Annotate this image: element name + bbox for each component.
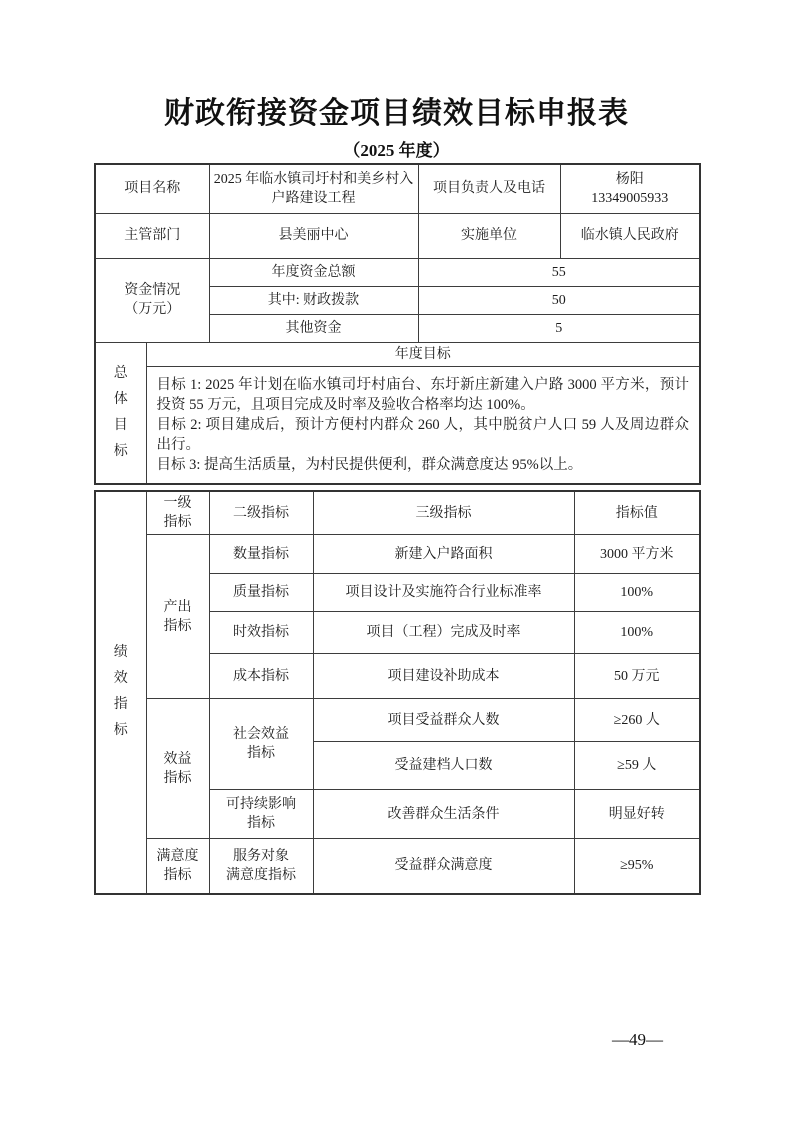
indicator-4-name: 项目建设补助成本 (313, 654, 574, 699)
indicator-4-value: 50 万元 (574, 654, 700, 699)
funding-label-line2: （万元） (124, 302, 181, 317)
annual-goals-cell (146, 366, 700, 484)
indicator-8-value: ≥95% (574, 839, 700, 894)
indicator-7-value: 明显好转 (574, 790, 700, 839)
group-output-line1: 产出 (163, 599, 192, 615)
funding-label (95, 258, 209, 342)
funding-fiscal-value: 50 (418, 286, 700, 314)
performance-table (94, 490, 701, 895)
sub-service (209, 839, 313, 894)
indicator-3-name: 项目（工程）完成及时率 (313, 612, 574, 654)
header-level1 (146, 491, 209, 535)
indicator-1-name: 新建入户路面积 (313, 535, 574, 574)
manager-name: 杨阳 (615, 171, 644, 187)
project-name-label: 项目名称 (95, 164, 209, 213)
manager-label: 项目负责人及电话 (418, 164, 560, 213)
impl-value: 临水镇人民政府 (560, 213, 700, 258)
indicator-5-value: ≥260 人 (574, 699, 700, 742)
sub-service-line2: 满意度指标 (226, 867, 296, 883)
table-row (95, 535, 700, 574)
manager-phone: 13349005933 (591, 190, 669, 206)
funding-label-line1: 资金情况 (124, 283, 181, 298)
sub-social (209, 699, 313, 790)
goal-1: 目标 1: 2025 年计划在临水镇司圩村庙台、东圩新庄新建入户路 3000 平方米，预计投资 55 万元，且项目完成及时率及验收合格率均达 100%。 (156, 376, 689, 413)
goal-3: 目标 3: 提高生活质量，为村民提供便利，群众满意度达 95%以上。 (156, 456, 583, 473)
sub-sustain-line1: 可持续影响 (226, 797, 296, 812)
group-output (146, 535, 209, 699)
table-row (95, 491, 700, 535)
sub-quality: 质量指标 (209, 574, 313, 612)
table-row (95, 699, 700, 742)
group-benefit-line2: 指标 (163, 770, 192, 786)
sub-sustain (209, 790, 313, 839)
group-satisfaction (146, 839, 209, 894)
group-satisfaction-line2: 指标 (163, 867, 192, 883)
page-number: —49— (612, 1030, 663, 1049)
table-row (95, 164, 700, 213)
goal-2: 目标 2: 项目建成后，预计方便村内群众 260 人，其中脱贫户人口 59 人及周边群众出行。 (156, 416, 689, 453)
sub-timeliness: 时效指标 (209, 612, 313, 654)
indicator-2-name: 项目设计及实施符合行业标准率 (313, 574, 574, 612)
indicator-1-value: 3000 平方米 (574, 535, 700, 574)
indicator-8-name: 受益群众满意度 (313, 839, 574, 894)
annual-goal-header: 年度目标 (146, 342, 700, 366)
dept-value: 县美丽中心 (209, 213, 418, 258)
group-benefit-line1: 效益 (163, 751, 192, 767)
header-level2: 二级指标 (209, 491, 313, 535)
funding-total-value: 55 (418, 258, 700, 286)
sub-service-line1: 服务对象 (233, 848, 289, 864)
overall-goal-label (95, 342, 146, 484)
sub-cost: 成本指标 (209, 654, 313, 699)
sub-quantity: 数量指标 (209, 535, 313, 574)
indicator-6-name: 受益建档人口数 (313, 742, 574, 790)
table-row (95, 258, 700, 286)
table-row (95, 839, 700, 894)
group-satisfaction-line1: 满意度 (156, 848, 199, 864)
page-title: 财政衔接资金项目绩效目标申报表 (164, 97, 629, 130)
indicator-5-name: 项目受益群众人数 (313, 699, 574, 742)
funding-other-value: 5 (418, 314, 700, 342)
performance-label (95, 491, 146, 894)
overall-goal-label-text: 总体目标 (113, 365, 128, 459)
indicator-7-name: 改善群众生活条件 (313, 790, 574, 839)
sub-social-line2: 指标 (247, 746, 275, 761)
dept-label: 主管部门 (95, 213, 209, 258)
group-output-line2: 指标 (163, 618, 192, 634)
header-level1-line2: 指标 (163, 515, 192, 530)
table-row (95, 366, 700, 484)
indicator-6-value: ≥59 人 (574, 742, 700, 790)
funding-fiscal-label: 其中: 财政拨款 (209, 286, 418, 314)
project-info-table (94, 163, 701, 485)
funding-other-label: 其他资金 (209, 314, 418, 342)
header-level3: 三级指标 (313, 491, 574, 535)
header-level1-line1: 一级 (163, 496, 192, 511)
table-row (95, 342, 700, 366)
header-value: 指标值 (574, 491, 700, 535)
sub-social-line1: 社会效益 (233, 727, 289, 742)
indicator-2-value: 100% (574, 574, 700, 612)
performance-label-text: 绩效指标 (113, 645, 128, 739)
funding-total-label: 年度资金总额 (209, 258, 418, 286)
indicator-3-value: 100% (574, 612, 700, 654)
table-row (95, 213, 700, 258)
manager-value (560, 164, 700, 213)
page-subtitle: （2025 年度） (343, 141, 450, 160)
project-name-value: 2025 年临水镇司圩村和美乡村入户路建设工程 (209, 164, 418, 213)
impl-label: 实施单位 (418, 213, 560, 258)
group-benefit (146, 699, 209, 839)
sub-sustain-line2: 指标 (247, 816, 275, 831)
